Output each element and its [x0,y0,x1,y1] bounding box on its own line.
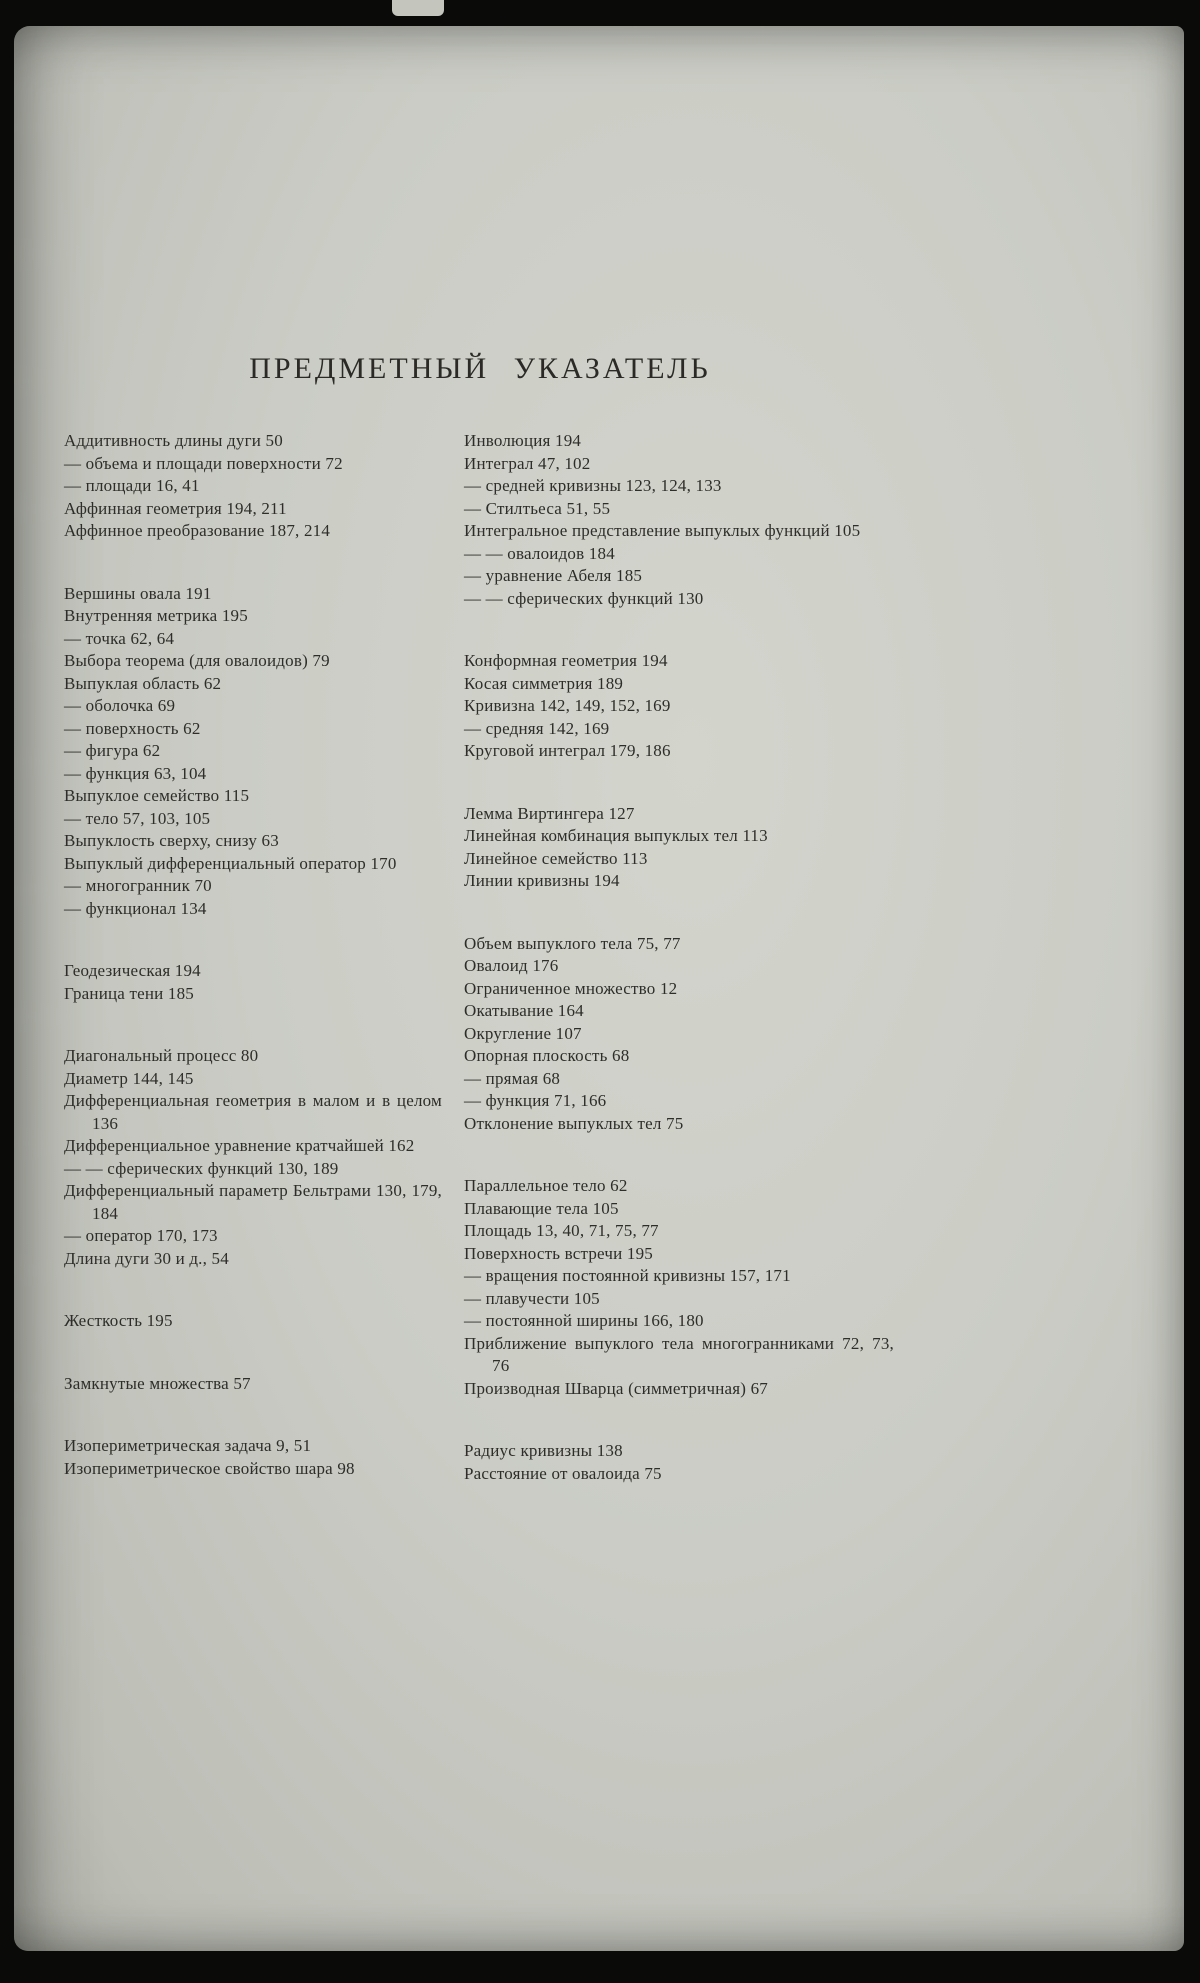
index-column-left [64,430,442,1485]
index-entry: Линейное семейство 113 [464,848,648,868]
index-column-right [464,430,894,1485]
index-entry: Кривизна 142, 149, 152, 169 [464,696,671,715]
index-entry: Объем выпуклого тела 75, 77 [464,933,681,953]
page-title: ПРЕДМЕТНЫЙ УКАЗАТЕЛЬ [249,352,711,385]
index-entry: — — овалоидов 184 [464,543,615,563]
index-entry: — функция 71, 166 [464,1091,607,1110]
index-entry: Окатывание 164 [464,1001,584,1020]
index-entry: Дифференциальная геометрия в малом и в целом 136 [64,1091,442,1133]
index-entry: Опорная плоскость 68 [464,1046,630,1065]
index-entry: — средняя 142, 169 [464,718,610,738]
index-entry: Выбора теорема (для овалоидов) 79 [64,651,330,670]
index-entry: Линии кривизны 194 [464,871,620,890]
index-entry: Поверхность встречи 195 [464,1243,653,1263]
index-group [464,650,894,763]
index-group [64,583,442,921]
index-entry: Приближение выпуклого тела многогранниками 72, 73, 76 [464,1333,894,1375]
index-group [64,1373,442,1396]
index-entry: Лемма Виртингера 127 [464,803,635,823]
index-entry: — Стилтьеса 51, 55 [464,498,611,518]
index-entry: Отклонение выпуклых тел 75 [464,1113,684,1133]
index-entry: Аффинное преобразование 187, 214 [64,521,331,540]
index-entry: Вершины овала 191 [64,583,212,603]
index-columns [64,430,896,1485]
index-entry: Дифференциальный параметр Бельтрами 130, 179, 184 [64,1181,442,1223]
index-entry: Инволюция 194 [464,431,582,450]
index-group [464,803,894,893]
index-entry: Выпуклое семейство 115 [64,786,250,805]
index-entry: Радиус кривизны 138 [464,1441,623,1460]
index-entry: — средней кривизны 123, 124, 133 [464,476,722,495]
index-entry: Округление 107 [464,1023,582,1043]
index-entry: — функция 63, 104 [64,763,207,783]
index-group [464,933,894,1136]
index-group [64,430,442,543]
index-entry: — прямая 68 [464,1068,561,1088]
index-group [64,960,442,1005]
index-entry: Диагональный процесс 80 [64,1046,259,1065]
index-entry: — оболочка 69 [64,696,176,715]
index-entry: — оператор 170, 173 [64,1226,218,1245]
index-entry: — тело 57, 103, 105 [64,808,211,828]
index-entry: Длина дуги 30 и д., 54 [64,1248,229,1268]
index-entry: — поверхность 62 [64,718,201,738]
scanned-page [14,26,1184,1951]
index-entry: Изопериметрическая задача 9, 51 [64,1436,312,1455]
index-entry: Параллельное тело 62 [464,1176,628,1195]
index-group [464,430,894,610]
index-entry: Дифференциальное уравнение кратчайшей 162 [64,1136,415,1155]
index-entry: Внутренняя метрика 195 [64,606,248,625]
index-entry: Выпуклость сверху, снизу 63 [64,831,279,850]
index-content [64,352,896,1485]
index-entry: Овалоид 176 [464,956,559,975]
index-entry: Расстояние от овалоида 75 [464,1463,662,1483]
index-entry: Аффинная геометрия 194, 211 [64,498,287,518]
index-entry: Плавающие тела 105 [464,1198,619,1218]
index-group [64,1310,442,1333]
scan-edge-notch [392,0,444,16]
index-entry: — постоянной ширины 166, 180 [464,1311,704,1330]
index-group [464,1440,894,1485]
index-entry: Диаметр 144, 145 [64,1068,194,1088]
index-entry: Геодезическая 194 [64,961,201,980]
index-entry: Конформная геометрия 194 [464,651,668,670]
index-entry: Косая симметрия 189 [464,673,624,693]
index-entry: — объема и площади поверхности 72 [64,453,343,473]
index-group [464,1175,894,1400]
index-entry: — многогранник 70 [64,876,212,895]
index-entry: — уравнение Абеля 185 [464,566,643,585]
index-entry: Замкнутые множества 57 [64,1373,251,1393]
index-entry: Изопериметрическое свойство шара 98 [64,1458,355,1478]
index-entry: Выпуклый дифференциальный оператор 170 [64,853,397,873]
index-group [64,1435,442,1480]
index-group [64,1045,442,1270]
index-entry: Интеграл 47, 102 [464,453,591,473]
index-entry: — функционал 134 [64,898,207,918]
index-entry: — площади 16, 41 [64,476,200,495]
index-entry: Жесткость 195 [64,1311,173,1330]
index-entry: Граница тени 185 [64,983,195,1003]
index-entry: Ограниченное множество 12 [464,978,678,998]
index-entry: Круговой интеграл 179, 186 [464,741,671,760]
index-entry: Аддитивность длины дуги 50 [64,431,283,450]
index-entry: Интегральное представление выпуклых функций 105 [464,521,861,540]
index-entry: — вращения постоянной кривизны 157, 171 [464,1266,791,1285]
index-entry: Выпуклая область 62 [64,673,222,693]
index-entry: Линейная комбинация выпуклых тел 113 [464,826,768,845]
index-entry: — — сферических функций 130, 189 [64,1158,339,1178]
index-entry: — плавучести 105 [464,1288,600,1308]
index-entry: — — сферических функций 130 [464,588,704,608]
index-entry: Производная Шварца (симметричная) 67 [464,1378,768,1398]
index-entry: Площадь 13, 40, 71, 75, 77 [464,1221,659,1240]
index-entry: — фигура 62 [64,741,161,760]
index-entry: — точка 62, 64 [64,628,175,648]
